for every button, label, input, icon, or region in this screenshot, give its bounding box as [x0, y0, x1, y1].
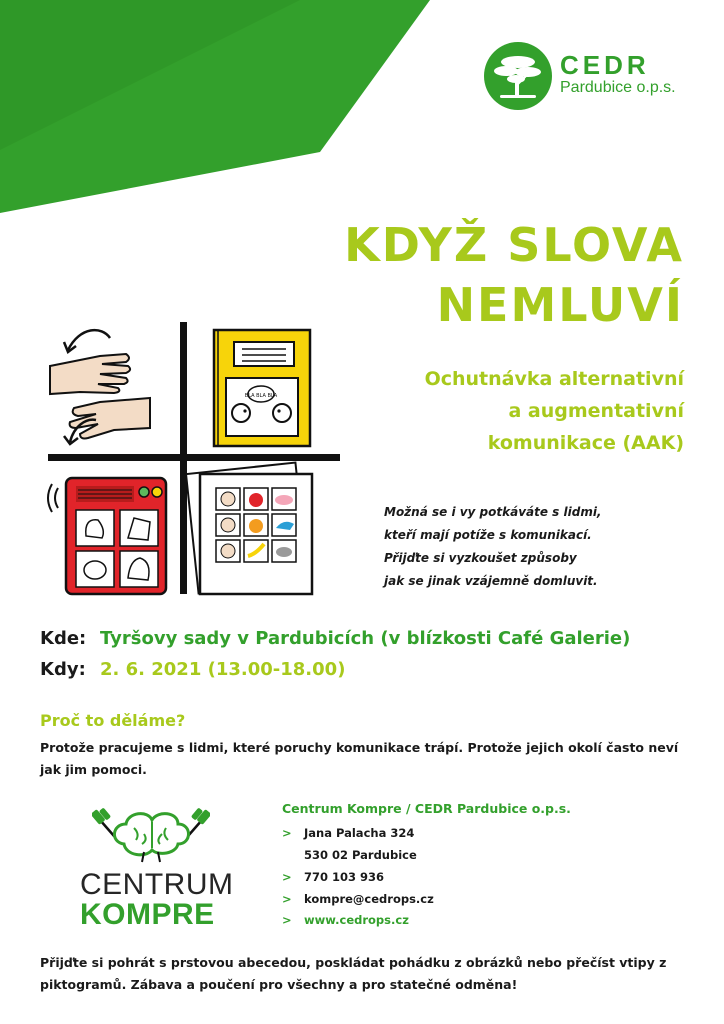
contact-street: > Jana Palacha 324: [282, 826, 415, 840]
brain-dumbbell-icon: [92, 806, 210, 866]
intro-line-1: Možná se i vy potkáváte s lidmi,: [384, 505, 602, 519]
arrow-icon: >: [282, 870, 292, 884]
kompre-line-2: KOMPRE: [80, 898, 215, 931]
aac-illustration: [40, 318, 345, 598]
contact-email[interactable]: > kompre@cedrops.cz: [282, 892, 434, 906]
communication-book-icon: [214, 330, 310, 446]
sign-language-hands-icon: [50, 330, 150, 444]
contact-name: Centrum Kompre / CEDR Pardubice o.p.s.: [282, 801, 571, 816]
title-line-1: KDYŽ SLOVA: [344, 218, 684, 272]
subtitle-line-1: Ochutnávka alternativní: [424, 368, 684, 390]
why-heading: Proč to děláme?: [40, 711, 186, 730]
arrow-icon: >: [282, 913, 292, 927]
title-line-2: NEMLUVÍ: [436, 278, 684, 332]
arrow-icon: >: [282, 826, 292, 840]
contact-city: 530 02 Pardubice: [304, 848, 417, 862]
pictogram-board-icon: [186, 463, 312, 594]
logo-name: CEDR: [560, 50, 650, 80]
communication-device-icon: [48, 478, 166, 594]
when-label: Kdy:: [40, 659, 86, 680]
why-text: Protože pracujeme s lidmi, které poruchy komunikace trápí. Protože jejich okolí často neví jak jim pomoci.: [40, 740, 679, 777]
where-label: Kde:: [40, 628, 87, 649]
where-value: Tyršovy sady v Pardubicích (v blízkosti Café Galerie): [100, 628, 631, 649]
intro-line-4: jak se jinak vzájemně domluvit.: [384, 574, 598, 588]
when-value: 2. 6. 2021 (13.00-18.00): [100, 659, 346, 680]
contact-phone: > 770 103 936: [282, 870, 385, 884]
contact-web-link[interactable]: > www.cedrops.cz: [282, 913, 409, 927]
subtitle-line-3: komunikace (AAK): [487, 432, 684, 454]
intro-line-2: kteří mají potíže s komunikací.: [384, 528, 592, 542]
cedr-logo-icon: [484, 42, 552, 110]
arrow-icon: >: [282, 892, 292, 906]
intro-line-3: Přijďte si vyzkoušet způsoby: [384, 551, 577, 565]
bottom-text: Přijďte si pohrát s prstovou abecedou, poskládat pohádku z obrázků nebo přečíst vtipy z piktogramů. Zábava a poučení pro všechny a pro statečné odměna!: [40, 955, 667, 992]
subtitle-line-2: a augmentativní: [508, 400, 684, 422]
logo-subtitle: Pardubice o.p.s.: [560, 79, 676, 96]
speech-bubble-text: BLA BLA BLA: [244, 393, 278, 399]
corner-decoration: [0, 0, 440, 220]
kompre-line-1: CENTRUM: [80, 868, 234, 901]
